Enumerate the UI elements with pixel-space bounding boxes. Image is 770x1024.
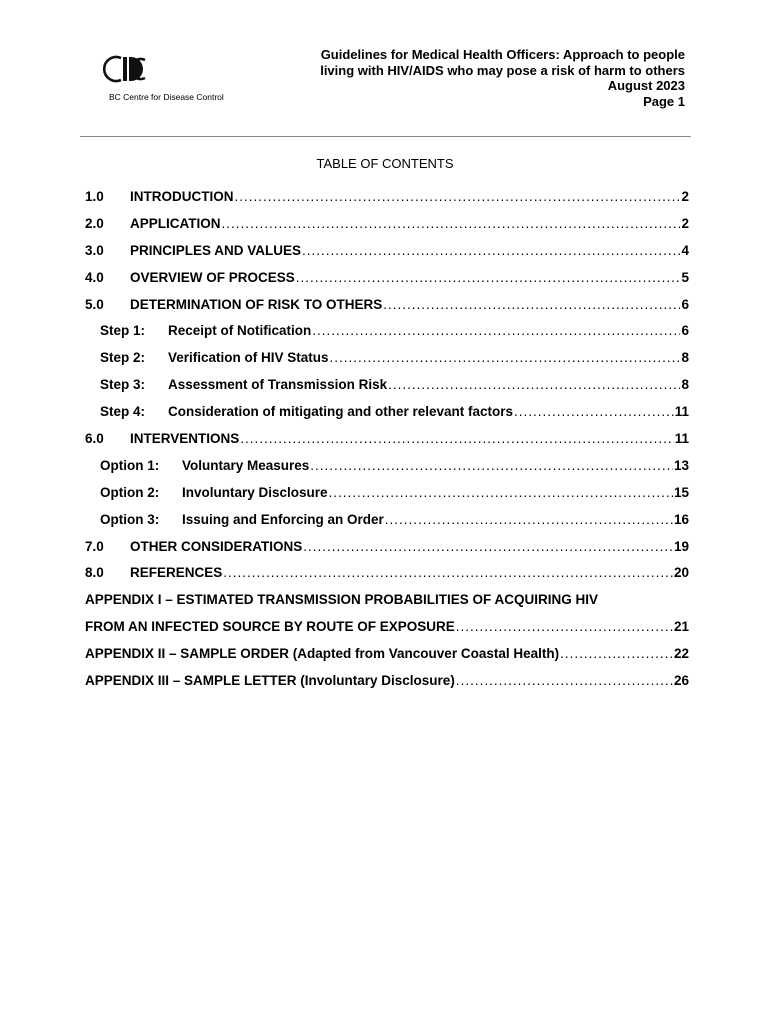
toc-entry-number: 8.0 <box>85 565 104 581</box>
toc-leader-dots <box>456 617 673 637</box>
toc-leader-dots <box>223 563 673 583</box>
toc-leader-dots <box>560 644 673 664</box>
toc-entry-determination[interactable] <box>85 295 689 322</box>
toc-entry-number: Step 3: <box>100 377 146 393</box>
toc-entry-page: 5 <box>681 269 689 285</box>
toc-entry-page: 8 <box>681 350 689 366</box>
toc-leader-dots <box>312 321 680 341</box>
toc-entry-page: 2 <box>681 189 689 204</box>
header-title-line-2: living with HIV/AIDS who may pose a risk of harm to others <box>320 62 685 78</box>
toc-entry-option-1[interactable] <box>85 456 689 483</box>
toc-entry-page: 4 <box>681 242 689 258</box>
toc-entry-appendix-1-line-1[interactable]: APPENDIX I – ESTIMATED TRANSMISSION PROBABILITIES OF ACQUIRING HIV <box>85 592 599 608</box>
toc-entry-number: 1.0 <box>85 189 104 204</box>
toc-entry-number: 4.0 <box>85 269 104 285</box>
toc-entry-page: 26 <box>673 673 689 689</box>
toc-leader-dots <box>240 429 673 449</box>
toc-entry-other-considerations[interactable] <box>85 537 689 564</box>
toc-entry-overview[interactable] <box>85 268 689 295</box>
toc-leader-dots <box>385 510 673 530</box>
toc-entry-appendix-1[interactable] <box>85 617 689 644</box>
toc-entry-appendix-2[interactable] <box>85 644 689 671</box>
toc-leader-dots <box>302 241 680 261</box>
toc-leader-dots <box>329 483 673 503</box>
toc-leader-dots <box>222 214 681 234</box>
toc-leader-dots <box>514 402 674 422</box>
toc-entry-number: Step 2: <box>100 350 146 366</box>
toc-entry-number: 5.0 <box>85 296 104 312</box>
toc-entry-label: APPLICATION <box>130 215 221 231</box>
toc-entry-number: 2.0 <box>85 215 104 231</box>
document-header <box>215 47 685 109</box>
toc-entry-page: 13 <box>673 457 689 473</box>
toc-entry-option-2[interactable] <box>85 483 689 510</box>
toc-entry-number: 6.0 <box>85 431 104 447</box>
toc-entry-page: 21 <box>673 619 689 635</box>
toc-entry-number: 7.0 <box>85 538 104 554</box>
toc-entry-page: 22 <box>673 646 689 662</box>
toc-entry-label: REFERENCES <box>130 565 223 581</box>
toc-leader-dots <box>303 537 673 557</box>
toc-entry-page: 6 <box>681 296 689 312</box>
toc-entry-label: FROM AN INFECTED SOURCE BY ROUTE OF EXPOSURE <box>85 619 455 635</box>
toc-entry-option-3[interactable] <box>85 510 689 537</box>
toc-entry-label: Assessment of Transmission Risk <box>168 377 388 393</box>
toc-entry-number: Option 2: <box>100 484 160 500</box>
toc-entry-number: Option 1: <box>100 457 160 473</box>
toc-entry-step-2[interactable] <box>85 348 689 375</box>
toc-leader-dots <box>330 348 681 368</box>
toc-entry-step-1[interactable] <box>85 321 689 348</box>
toc-entry-label: Verification of HIV Status <box>168 350 329 366</box>
toc-entry-label: Issuing and Enforcing an Order <box>182 511 384 527</box>
logo-text: BC Centre for Disease Control <box>109 92 224 102</box>
bccdc-logo-mark <box>101 54 161 88</box>
toc-entry-page: 16 <box>673 511 689 527</box>
toc-entry-label: OVERVIEW OF PROCESS <box>130 269 295 285</box>
toc-entry-label: DETERMINATION OF RISK TO OTHERS <box>130 296 383 312</box>
toc-entry-references[interactable] <box>85 563 689 590</box>
toc-entry-label: INTERVENTIONS <box>130 431 240 447</box>
toc-entry-number: Step 4: <box>100 404 146 420</box>
toc-entry-interventions[interactable] <box>85 429 689 456</box>
toc-entry-number: Option 3: <box>100 511 160 527</box>
toc-entry-page: 19 <box>673 538 689 554</box>
toc-entry-appendix-3[interactable] <box>85 671 689 698</box>
toc-entry-label: OTHER CONSIDERATIONS <box>130 538 303 554</box>
toc-leader-dots <box>235 187 681 207</box>
toc-entry-page: 11 <box>674 431 689 447</box>
toc-leader-dots <box>456 671 673 691</box>
toc-entry-step-4[interactable] <box>85 402 689 429</box>
toc-entry-application[interactable] <box>85 214 689 241</box>
toc-entry-label: Voluntary Measures <box>182 457 310 473</box>
toc-entry-page: 8 <box>681 377 689 393</box>
toc-entry-label: APPENDIX III – SAMPLE LETTER (Involuntary Disclosure) <box>85 673 455 689</box>
toc-entry-label: Consideration of mitigating and other relevant factors <box>168 404 514 420</box>
toc-entry-label: Involuntary Disclosure <box>182 484 328 500</box>
toc-entry-introduction[interactable] <box>85 187 689 214</box>
toc-leader-dots <box>296 268 681 288</box>
table-of-contents <box>85 187 689 698</box>
toc-entry-page: 20 <box>673 565 689 581</box>
header-date: August 2023 <box>607 78 685 93</box>
toc-entry-label: INTRODUCTION <box>130 189 234 204</box>
toc-entry-principles[interactable] <box>85 241 689 268</box>
toc-title: TABLE OF CONTENTS <box>316 156 454 171</box>
toc-entry-step-3[interactable] <box>85 375 689 402</box>
toc-entry-page: 15 <box>673 484 689 500</box>
toc-entry-label: Receipt of Notification <box>168 323 312 339</box>
toc-leader-dots <box>388 375 680 395</box>
toc-leader-dots <box>310 456 673 476</box>
toc-entry-label: PRINCIPLES AND VALUES <box>130 242 302 258</box>
toc-entry-number: 3.0 <box>85 242 104 258</box>
header-title-line-1: Guidelines for Medical Health Officers: Approach to people <box>320 47 685 62</box>
toc-entry-number: Step 1: <box>100 323 146 339</box>
toc-entry-page: 11 <box>674 404 689 420</box>
toc-entry-page: 6 <box>681 323 689 339</box>
toc-entry-page: 2 <box>681 215 689 231</box>
toc-entry-label: APPENDIX II – SAMPLE ORDER (Adapted from Vancouver Coastal Health) <box>85 646 560 662</box>
toc-leader-dots <box>383 295 680 315</box>
header-divider <box>80 136 691 137</box>
header-page-number: Page 1 <box>643 93 685 109</box>
